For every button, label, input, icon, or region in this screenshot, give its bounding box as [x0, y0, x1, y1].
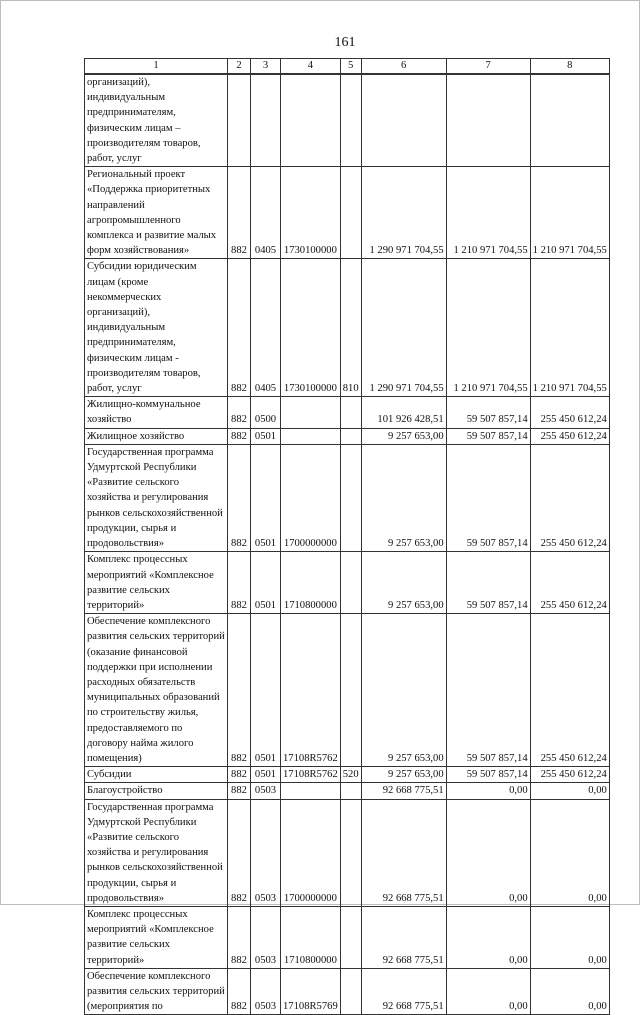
table-row [85, 614, 610, 767]
row-name-line: территорий» [87, 954, 145, 966]
section-code-cell: 0503 [251, 799, 281, 906]
row-name-line: Субсидии [87, 769, 132, 781]
amount-col8-cell: 0,00 [530, 906, 609, 968]
ministry-code-cell: 882 [228, 906, 251, 968]
table-row [85, 74, 610, 167]
row-name-line: поддержки при исполнении [87, 661, 213, 673]
section-code-cell: 0501 [251, 552, 281, 614]
row-name-line: (оказание финансовой [87, 646, 188, 658]
ministry-code-cell: 882 [228, 767, 251, 783]
header-col-6: 6 [361, 59, 446, 75]
target-article-cell: 17108R5762 [281, 767, 341, 783]
amount-col7-cell: 1 210 971 704,55 [446, 167, 530, 259]
expense-type-cell [340, 783, 361, 799]
expense-type-cell [340, 397, 361, 428]
ministry-code-cell: 882 [228, 397, 251, 428]
ministry-code-cell: 882 [228, 552, 251, 614]
amount-col8-cell: 0,00 [530, 968, 609, 1015]
row-name-line: Жилищное хозяйство [87, 430, 185, 442]
row-name-line: (мероприятия по [87, 1001, 163, 1013]
amount-col7-cell: 59 507 857,14 [446, 552, 530, 614]
table-row [85, 783, 610, 799]
row-name-cell [85, 259, 228, 397]
ministry-code-cell: 882 [228, 428, 251, 444]
table-row [85, 552, 610, 614]
amount-col8-cell: 255 450 612,24 [530, 614, 609, 767]
section-code-cell: 0501 [251, 428, 281, 444]
row-name-cell [85, 74, 228, 167]
ministry-code-cell: 882 [228, 167, 251, 259]
amount-col8-cell [530, 74, 609, 167]
amount-col6-cell [361, 74, 446, 167]
target-article-cell: 1700000000 [281, 444, 341, 551]
row-name-cell [85, 552, 228, 614]
row-name-line: хозяйства и регулирования [87, 492, 209, 504]
row-name-line: «Развитие сельского [87, 477, 180, 489]
amount-col7-cell: 59 507 857,14 [446, 397, 530, 428]
ministry-code-cell [228, 74, 251, 167]
row-name-cell [85, 428, 228, 444]
row-name-line: организаций), [87, 307, 151, 319]
row-name-line: Государственная программа [87, 446, 214, 458]
target-article-cell: 17108R5762 [281, 614, 341, 767]
amount-col6-cell: 92 668 775,51 [361, 783, 446, 799]
amount-col8-cell: 1 210 971 704,55 [530, 259, 609, 397]
amount-col8-cell: 255 450 612,24 [530, 552, 609, 614]
expense-type-cell [340, 799, 361, 906]
row-name-line: расходных обязательств [87, 676, 196, 688]
amount-col6-cell: 92 668 775,51 [361, 799, 446, 906]
row-name-cell [85, 767, 228, 783]
row-name-line: Обеспечение комплексного [87, 616, 211, 628]
row-name-line: форм хозяйствования» [87, 245, 190, 257]
row-name-line: производителям товаров, [87, 367, 201, 379]
target-article-cell: 1700000000 [281, 799, 341, 906]
section-code-cell: 0405 [251, 167, 281, 259]
amount-col7-cell [446, 74, 530, 167]
expense-type-cell [340, 968, 361, 1015]
section-code-cell: 0503 [251, 968, 281, 1015]
table-row [85, 444, 610, 551]
row-name-line: мероприятий «Комплексное [87, 924, 214, 936]
row-name-cell [85, 444, 228, 551]
header-col-4: 4 [281, 59, 341, 75]
section-code-cell: 0503 [251, 906, 281, 968]
row-name-line: индивидуальным [87, 92, 166, 104]
row-name-cell [85, 167, 228, 259]
amount-col7-cell: 59 507 857,14 [446, 767, 530, 783]
row-name-line: хозяйства и регулирования [87, 847, 209, 859]
row-name-line: развитие сельских [87, 939, 170, 951]
page-number: 161 [334, 35, 356, 50]
target-article-cell: 1730100000 [281, 259, 341, 397]
expense-type-cell [340, 552, 361, 614]
row-name-line: Благоустройство [87, 785, 163, 797]
row-name-line: развития сельских территорий [87, 985, 225, 997]
amount-col8-cell: 0,00 [530, 799, 609, 906]
ministry-code-cell: 882 [228, 799, 251, 906]
target-article-cell [281, 397, 341, 428]
table-row [85, 259, 610, 397]
amount-col7-cell: 0,00 [446, 783, 530, 799]
expense-type-cell [340, 906, 361, 968]
amount-col7-cell: 0,00 [446, 968, 530, 1015]
budget-table [84, 58, 610, 1015]
header-col-2: 2 [228, 59, 251, 75]
expense-type-cell [340, 74, 361, 167]
header-col-1: 1 [85, 59, 228, 75]
row-name-line: развития сельских территорий [87, 631, 225, 643]
header-col-8: 8 [530, 59, 609, 75]
row-name-cell [85, 783, 228, 799]
row-name-cell [85, 397, 228, 428]
row-name-line: Субсидии юридическим [87, 261, 197, 273]
row-name-line: Комплекс процессных [87, 908, 188, 920]
row-name-line: Жилищно-коммунальное [87, 399, 201, 411]
amount-col6-cell: 9 257 653,00 [361, 428, 446, 444]
amount-col8-cell: 255 450 612,24 [530, 444, 609, 551]
amount-col8-cell: 255 450 612,24 [530, 397, 609, 428]
section-code-cell: 0405 [251, 259, 281, 397]
amount-col7-cell: 59 507 857,14 [446, 428, 530, 444]
amount-col6-cell: 101 926 428,51 [361, 397, 446, 428]
expense-type-cell [340, 428, 361, 444]
amount-col6-cell: 92 668 775,51 [361, 968, 446, 1015]
section-code-cell: 0501 [251, 614, 281, 767]
expense-type-cell: 810 [340, 259, 361, 397]
table-row [85, 767, 610, 783]
target-article-cell: 17108R5769 [281, 968, 341, 1015]
amount-col8-cell: 0,00 [530, 783, 609, 799]
ministry-code-cell: 882 [228, 259, 251, 397]
amount-col7-cell: 0,00 [446, 906, 530, 968]
table-body [85, 74, 610, 1015]
row-name-cell [85, 799, 228, 906]
amount-col6-cell: 9 257 653,00 [361, 444, 446, 551]
row-name-line: муниципальных образований [87, 692, 220, 704]
section-code-cell: 0501 [251, 444, 281, 551]
target-article-cell: 1730100000 [281, 167, 341, 259]
amount-col6-cell: 1 290 971 704,55 [361, 167, 446, 259]
amount-col6-cell: 9 257 653,00 [361, 767, 446, 783]
amount-col7-cell: 59 507 857,14 [446, 444, 530, 551]
row-name-line: продукции, сырья и [87, 877, 177, 889]
row-name-line: Комплекс процессных [87, 554, 188, 566]
row-name-cell [85, 968, 228, 1015]
row-name-line: лицам (кроме [87, 276, 149, 288]
expense-type-cell: 520 [340, 767, 361, 783]
row-name-cell [85, 614, 228, 767]
section-code-cell [251, 74, 281, 167]
amount-col8-cell: 255 450 612,24 [530, 767, 609, 783]
row-name-cell [85, 906, 228, 968]
row-name-line: физическим лицам – [87, 122, 181, 134]
row-name-line: рынков сельскохозяйственной [87, 862, 223, 874]
section-code-cell: 0501 [251, 767, 281, 783]
row-name-line: продовольствия» [87, 892, 165, 904]
header-col-5: 5 [340, 59, 361, 75]
row-name-line: некоммерческих [87, 291, 162, 303]
row-name-line: Обеспечение комплексного [87, 970, 211, 982]
ministry-code-cell: 882 [228, 783, 251, 799]
target-article-cell: 1710800000 [281, 906, 341, 968]
section-code-cell: 0503 [251, 783, 281, 799]
ministry-code-cell: 882 [228, 968, 251, 1015]
row-name-line: продовольствия» [87, 538, 165, 550]
amount-col8-cell: 255 450 612,24 [530, 428, 609, 444]
expense-type-cell [340, 614, 361, 767]
amount-col6-cell: 1 290 971 704,55 [361, 259, 446, 397]
table-row [85, 799, 610, 906]
amount-col7-cell: 59 507 857,14 [446, 614, 530, 767]
row-name-line: направлений [87, 199, 145, 211]
row-name-line: по строительству жилья, [87, 707, 199, 719]
row-name-line: договору найма жилого [87, 737, 194, 749]
row-name-line: комплекса и развитие малых [87, 230, 217, 242]
row-name-line: Государственная программа [87, 801, 214, 813]
row-name-line: производителям товаров, [87, 137, 201, 149]
header-col-7: 7 [446, 59, 530, 75]
row-name-line: индивидуальным [87, 322, 166, 334]
row-name-line: хозяйство [87, 414, 132, 426]
table-row [85, 428, 610, 444]
row-name-line: предпринимателям, [87, 337, 176, 349]
table-row [85, 906, 610, 968]
target-article-cell [281, 428, 341, 444]
amount-col7-cell: 0,00 [446, 799, 530, 906]
row-name-line: помещения) [87, 752, 142, 764]
target-article-cell [281, 74, 341, 167]
row-name-line: Региональный проект [87, 169, 186, 181]
row-name-line: предпринимателям, [87, 107, 176, 119]
amount-col7-cell: 1 210 971 704,55 [446, 259, 530, 397]
ministry-code-cell: 882 [228, 444, 251, 551]
row-name-line: организаций), [87, 77, 151, 88]
row-name-line: физическим лицам - [87, 352, 179, 364]
amount-col6-cell: 9 257 653,00 [361, 552, 446, 614]
row-name-line: Удмуртской Республики [87, 462, 197, 474]
amount-col6-cell: 92 668 775,51 [361, 906, 446, 968]
row-name-line: предоставляемого по [87, 722, 183, 734]
target-article-cell [281, 783, 341, 799]
header-row [85, 59, 610, 75]
ministry-code-cell: 882 [228, 614, 251, 767]
row-name-line: работ, услуг [87, 383, 142, 395]
row-name-line: рынков сельскохозяйственной [87, 507, 223, 519]
row-name-line: продукции, сырья и [87, 522, 177, 534]
expense-type-cell [340, 167, 361, 259]
section-code-cell: 0500 [251, 397, 281, 428]
amount-col6-cell: 9 257 653,00 [361, 614, 446, 767]
row-name-line: развитие сельских [87, 584, 170, 596]
expense-type-cell [340, 444, 361, 551]
table-row [85, 167, 610, 259]
header-col-3: 3 [251, 59, 281, 75]
table-row [85, 397, 610, 428]
row-name-line: Удмуртской Республики [87, 816, 197, 828]
row-name-line: мероприятий «Комплексное [87, 569, 214, 581]
row-name-line: территорий» [87, 599, 145, 611]
table-row [85, 968, 610, 1015]
row-name-line: агропромышленного [87, 214, 181, 226]
row-name-line: «Развитие сельского [87, 831, 180, 843]
row-name-line: «Поддержка приоритетных [87, 184, 211, 196]
amount-col8-cell: 1 210 971 704,55 [530, 167, 609, 259]
target-article-cell: 1710800000 [281, 552, 341, 614]
row-name-line: работ, услуг [87, 153, 142, 165]
